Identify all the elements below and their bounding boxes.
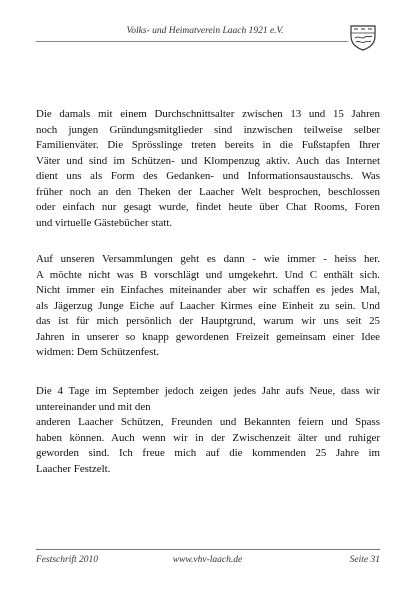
footer-divider [36, 549, 380, 550]
paragraph-line: Jahren in unserer so knapp gewordenen Freizeit gemeinsam einer Idee [36, 330, 380, 343]
paragraph-line: oder einfach nur gesagt wurde, findet heute über Chat Rooms, Foren [36, 201, 380, 213]
paragraph-line: früher noch an den Theken der Laacher Welt besprochen, beschlossen [36, 185, 380, 198]
paragraph-line: Die damals mit einem Durchschnittsalter zwischen 13 und 15 Jahren [36, 108, 380, 120]
paragraph-line: noch jungen Gründungsmitglieder sind inzwischen teilweise selber [36, 123, 380, 136]
paragraph-line: Laacher Festzelt. [36, 462, 111, 475]
header-divider [36, 41, 348, 42]
footer-page-number: Seite 31 [349, 555, 380, 565]
header-title: Volks- und Heimatverein Laach 1921 e.V. [126, 26, 284, 36]
paragraph-line: geworden sind. Ich freue mich auf die kommenden 25 Jahre im [36, 447, 380, 459]
footer-website-link[interactable]: www.vhv-laach.de [172, 555, 243, 565]
paragraph-line: und virtuelle Gästebücher statt. [36, 216, 173, 229]
paragraph-line: Väter und sind im Schützen- und Klompenzug aktiv. Auch das Internet [36, 154, 380, 167]
paragraph-line: das ist für mich persönlich der Hauptgrund, warum wir uns seit 25 [36, 315, 380, 327]
paragraph-line: anderen Laacher Schützen, Freunden und Bekannten feiern und Spass [36, 416, 380, 428]
paragraph-line: haben können. Auch wenn wir in der Zwischenzeit älter und ruhiger [36, 431, 380, 444]
paragraph-1 [36, 107, 380, 231]
paragraph-3 [36, 384, 380, 477]
paragraph-line: als Jägerzug Junge Eiche auf Laacher Kirmes eine Einheit zu sein. Und [36, 299, 380, 312]
footer-publication: Festschrift 2010 [36, 555, 99, 565]
coat-of-arms-icon [348, 22, 378, 52]
paragraph-line: widmen: Dem Schützenfest. [36, 346, 160, 358]
paragraph-line: Familienväter. Die Sprösslinge treten bereits in die Fußstapfen Ihrer [36, 139, 380, 151]
paragraph-line: Die 4 Tage im September jedoch zeigen jedes Jahr aufs Neue, dass wir [36, 385, 380, 397]
paragraph-2 [36, 252, 380, 361]
paragraph-line: Auf unseren Versammlungen geht es dann - wie immer - heiss her. [36, 253, 380, 265]
paragraph-line: A möchte nicht was B vorschlägt und umgekehrt. Und C enthält sich. [36, 268, 380, 281]
paragraph-line: dient uns als Form des Gedanken- und Informationsaustauschs. Was [36, 170, 380, 182]
paragraph-line: untereinander und mit den [36, 400, 151, 413]
paragraph-line: Nicht immer ein Einfaches miteinander aber wir schaffen es jedes Mal, [36, 284, 380, 296]
